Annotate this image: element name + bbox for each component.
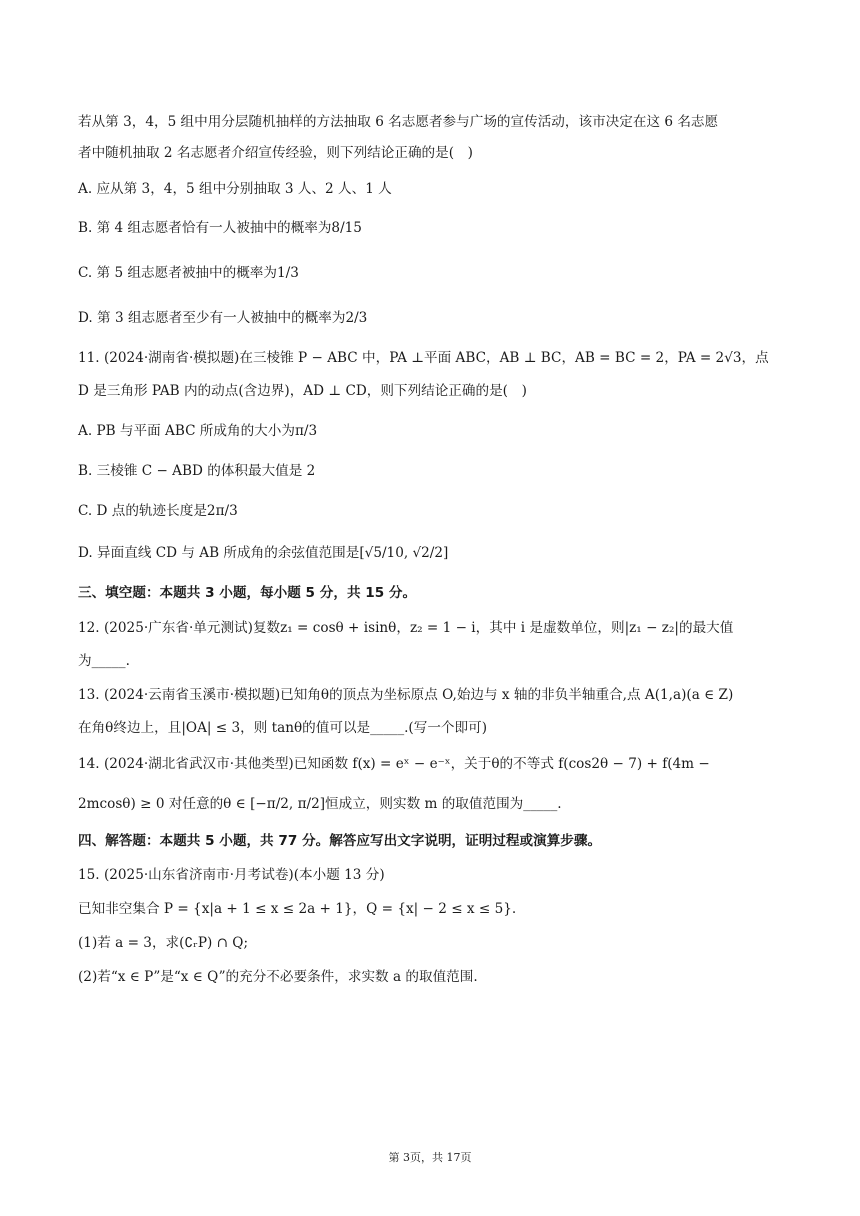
q15-part-2: (2)若“x ∈ P”是“x ∈ Q”的充分不必要条件，求实数 a 的取值范围. [78,969,478,985]
q10-option-b: B. 第 4 组志愿者恰有一人被抽中的概率为8/15 [78,220,362,236]
q15-header: 15. (2025·山东省济南市·月考试卷)(本小题 13 分) [78,867,385,883]
q11-option-d: D. 异面直线 CD 与 AB 所成角的余弦值范围是[√5/10, √2/2] [78,545,449,561]
q10-stem-line-2: 者中随机抽取 2 名志愿者介绍宣传经验，则下列结论正确的是( ) [78,145,473,161]
q11-stem-line-1: 11. (2024·湖南省·模拟题)在三棱锥 P − ABC 中，PA ⊥平面 ABC，AB ⊥ BC，AB = BC = 2，PA = 2√3，点 [78,350,769,366]
q14-line-2: 2mcosθ) ≥ 0 对任意的θ ∈ [−π/2, π/2]恒成立，则实数 m 的取值范围为_____. [78,796,562,812]
page-footer: 第 3页，共 17页 [388,1151,472,1164]
q10-option-a: A. 应从第 3，4，5 组中分别抽取 3 人、2 人、1 人 [78,181,392,197]
q15-part-1: (1)若 a = 3，求(∁ᵣP) ∩ Q; [78,935,249,951]
q11-stem-line-2: D 是三角形 PAB 内的动点(含边界)，AD ⊥ CD，则下列结论正确的是( ) [78,383,527,399]
section-four-heading: 四、解答题：本题共 5 小题，共 77 分。解答应写出文字说明，证明过程或演算步骤。 [78,833,602,849]
q10-stem-line-1: 若从第 3，4，5 组中用分层随机抽样的方法抽取 6 名志愿者参与广场的宣传活动，该市决定在这 6 名志愿 [78,114,719,130]
q10-option-d: D. 第 3 组志愿者至少有一人被抽中的概率为2/3 [78,310,368,326]
section-three-heading: 三、填空题：本题共 3 小题，每小题 5 分，共 15 分。 [78,585,417,601]
q12-line-1: 12. (2025·广东省·单元测试)复数z₁ = cosθ + isinθ，z₂ = 1 − i，其中 i 是虚数单位，则|z₁ − z₂|的最大值 [78,620,734,636]
q11-option-c: C. D 点的轨迹长度是2π/3 [78,503,238,519]
q13-line-2: 在角θ终边上，且|OA| ≤ 3，则 tanθ的值可以是_____.(写一个即可) [78,720,488,736]
q11-option-a: A. PB 与平面 ABC 所成角的大小为π/3 [78,423,318,439]
q11-option-b: B. 三棱锥 C − ABD 的体积最大值是 2 [78,463,316,479]
q10-option-c: C. 第 5 组志愿者被抽中的概率为1/3 [78,265,299,281]
q15-stem: 已知非空集合 P = {x|a + 1 ≤ x ≤ 2a + 1}，Q = {x| − 2 ≤ x ≤ 5}. [78,901,517,917]
q13-line-1: 13. (2024·云南省玉溪市·模拟题)已知角θ的顶点为坐标原点 O,始边与 x 轴的非负半轴重合,点 A(1,a)(a ∈ Z) [78,687,734,703]
q14-line-1: 14. (2024·湖北省武汉市·其他类型)已知函数 f(x) = eˣ − e⁻ˣ，关于θ的不等式 f(cos2θ − 7) + f(4m − [78,756,710,772]
q12-line-2: 为_____. [78,653,130,669]
